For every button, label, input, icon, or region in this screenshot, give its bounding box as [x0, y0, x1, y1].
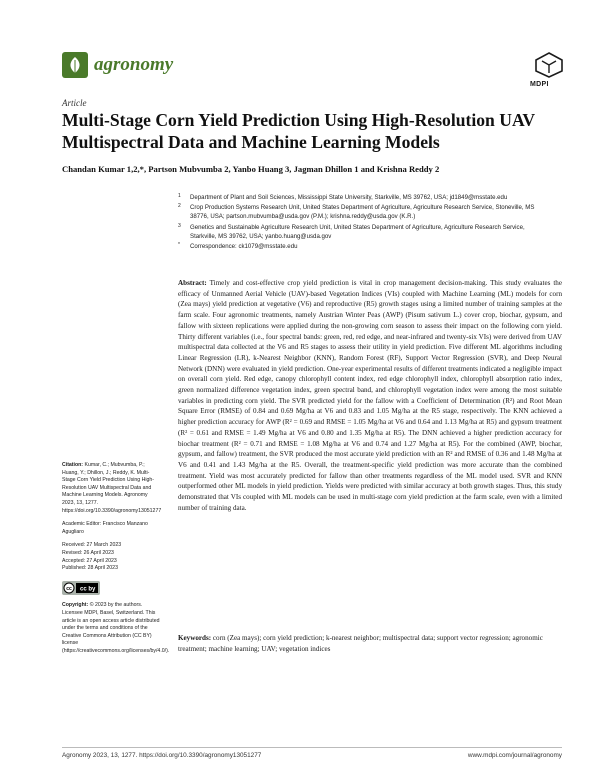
copyright-block [62, 602, 170, 655]
date-revised: Revised: 26 April 2023 [62, 549, 114, 556]
agronomy-leaf-logo-icon [62, 52, 88, 78]
article-type: Article [62, 98, 87, 108]
affiliation-number: 3 [178, 222, 181, 229]
affiliation-number: * [178, 242, 180, 249]
mdpi-logo-icon[interactable] [534, 52, 564, 78]
affiliation-text: Department of Plant and Soil Sciences, Mississippi State University, Starkville, MS 39762, USA; jd1849@msstate.edu [190, 194, 508, 201]
copyright-label: Copyright: [62, 602, 89, 609]
academic-editor: Academic Editor: Francisco Manzano Agugliaro [62, 521, 148, 535]
citation-block [62, 462, 160, 515]
correspondence-text: Correspondence: ck1079@msstate.edu [190, 243, 298, 251]
keywords [178, 633, 562, 654]
affiliation-list [178, 193, 538, 252]
keywords-text: corn (Zea mays); corn yield prediction; k-nearest neighbor; multispectral data; support vector regression; agronomic treatment; machine learning; UAV; vegetation indices [178, 634, 543, 653]
cc-license-label: cc by [80, 586, 96, 593]
citation-label: Citation: [62, 462, 84, 468]
journal-logo[interactable] [62, 52, 173, 78]
date-accepted: Accepted: 27 April 2023 [62, 557, 117, 564]
publisher-name: MDPI [530, 81, 549, 88]
abstract-label: Abstract: [178, 279, 207, 287]
affiliation-number: 2 [178, 203, 181, 210]
paper-title: Multi-Stage Corn Yield Prediction Using High-Resolution UAV Multispectral Data and Machine Learning Models [62, 110, 535, 152]
footer-journal-url[interactable]: www.mdpi.com/journal/agronomy [467, 752, 562, 759]
date-received: Received: 27 March 2023 [62, 542, 122, 549]
author-list: Chandan Kumar 1,2,*, Partson Mubvumba 2, Yanbo Huang 3, Jagman Dhillon 1 and Krishna Reddy 2 [62, 164, 440, 174]
creative-commons-icon[interactable] [62, 581, 100, 595]
article-sidebar [62, 462, 170, 661]
affiliation-item [178, 242, 538, 251]
footer-citation[interactable]: Agronomy 2023, 13, 1277. https://doi.org/10.3390/agronomy13051277 [62, 752, 262, 759]
journal-name: agronomy [94, 54, 174, 75]
footer-divider [62, 747, 562, 748]
citation-text[interactable]: Kumar, C.; Mubvumba, P.; Huang, Y.; Dhillon, J.; Reddy, K. Multi-Stage Corn Yield Prediction Using High-Resolution UAV Multispectral Data and Machine Learning Models. Agronomy 2023, 13, 1277. https://doi.org/10.3390/agronomy13051277 [62, 462, 162, 514]
affiliation-text: Crop Production Systems Research Unit, United States Department of Agriculture, Agriculture Research Service, Stoneville, MS 38776, USA; partson.mubvumba@usda.gov (P.M.); krishna.reddy@usda.gov (K.R.) [190, 204, 535, 221]
abstract [178, 278, 562, 513]
affiliation-item [178, 193, 538, 202]
affiliation-item [178, 223, 538, 241]
keywords-label: Keywords: [178, 634, 212, 642]
date-published: Published: 28 April 2023 [62, 565, 118, 572]
affiliation-item [178, 203, 538, 221]
affiliation-number: 1 [178, 193, 181, 199]
copyright-text: © 2023 by the authors. Licensee MDPI, Basel, Switzerland. This article is an open access article distributed under the terms and conditions of the Creative Commons Attribution (CC BY) license (https://creativecommons.org/licenses/by/4.0/). [62, 602, 170, 654]
svg-text:cc: cc [66, 585, 72, 592]
history-dates [62, 542, 160, 572]
abstract-text: Timely and cost-effective crop yield prediction is vital in crop management decision-making. This study evaluates the efficacy of Unmanned Aerial Vehicle (UAV)-based Vegetation Indices (VIs) coupled with Machine Learning (ML) models for corn (Zea mays) yield prediction at vegetative (V6) and reproductive (R5) growth stages using a limited number of training samples at the farm scale. Four agronomic treatments, namely Austrian Winter Peas (AWP) (Pisum sativum L.) cover crop, biochar, gypsum, and fallow with sixteen replications were applied during the non-growing corn season to assess their impact on the following corn yield. Thirty different variables (i.e., four spectral bands: green, red, red edge, and near-infrared and twenty-six VIs) were derived from UAV multispectral data collected at the V6 and R5 stages to assess their utility in yield prediction. Five different ML algorithms including Linear Regression (LR), k-Nearest Neighbor (KNN), Random Forest (RF), Support Vector Regression (SVR), and Deep Neural Network (DNN) were evaluated in yield prediction. One-year experimental results of different treatments indicated a negligible impact on overall corn yield. Red edge, canopy chlorophyll content index, red edge chlorophyll index, chlorophyll absorption ratio index, green normalized difference vegetation index, green spectral band, and chlorophyll vegetation index were among the most suitable variables in predicting corn yield. The SVR predicted yield for the fallow with a Coefficient of Determination (R²) and Root Mean Square Error (RMSE) of 0.84 and 0.69 Mg/ha at V6 and 0.83 and 1.05 Mg/ha at the R5 stage, respectively. The KNN achieved a higher prediction accuracy for AWP (R² = 0.69 and RMSE = 1.05 Mg/ha at V6 and 0.64 and 1.13 Mg/ha at R5) and gypsum treatment (R² = 0.61 and RMSE = 1.49 Mg/ha at V6 and 0.80 and 1.35 Mg/ha at R5). The DNN achieved a higher prediction accuracy for biochar treatment (R² = 0.71 and RMSE = 1.08 Mg/ha at V6 and 0.74 and 1.27 Mg/ha at R5). For the combined (AWP, biochar, gypsum, and fallow) treatment, the SVR produced the most accurate yield prediction with an R² and RMSE of 0.36 and 1.48 Mg/ha at V6 and 0.41 and 1.43 Mg/ha at the R5. Overall, the treatment-specific yield prediction was more accurate than the combined treatment. Yield was most accurately predicted for fallow than other treatments regardless of the ML model used. SVR and KNN outperformed other ML models in yield prediction. Yields were predicted with similar accuracy at both growth stages. Thus, this study demonstrated that VIs coupled with ML models can be used in multi-stage corn yield prediction at the farm scale, even with a limited number of training data. [178, 279, 562, 512]
affiliation-text: Genetics and Sustainable Agriculture Research Unit, United States Department of Agriculture, Agriculture Research Service, Starkville, MS 39762, USA; yanbo.huang@usda.gov [190, 223, 525, 240]
